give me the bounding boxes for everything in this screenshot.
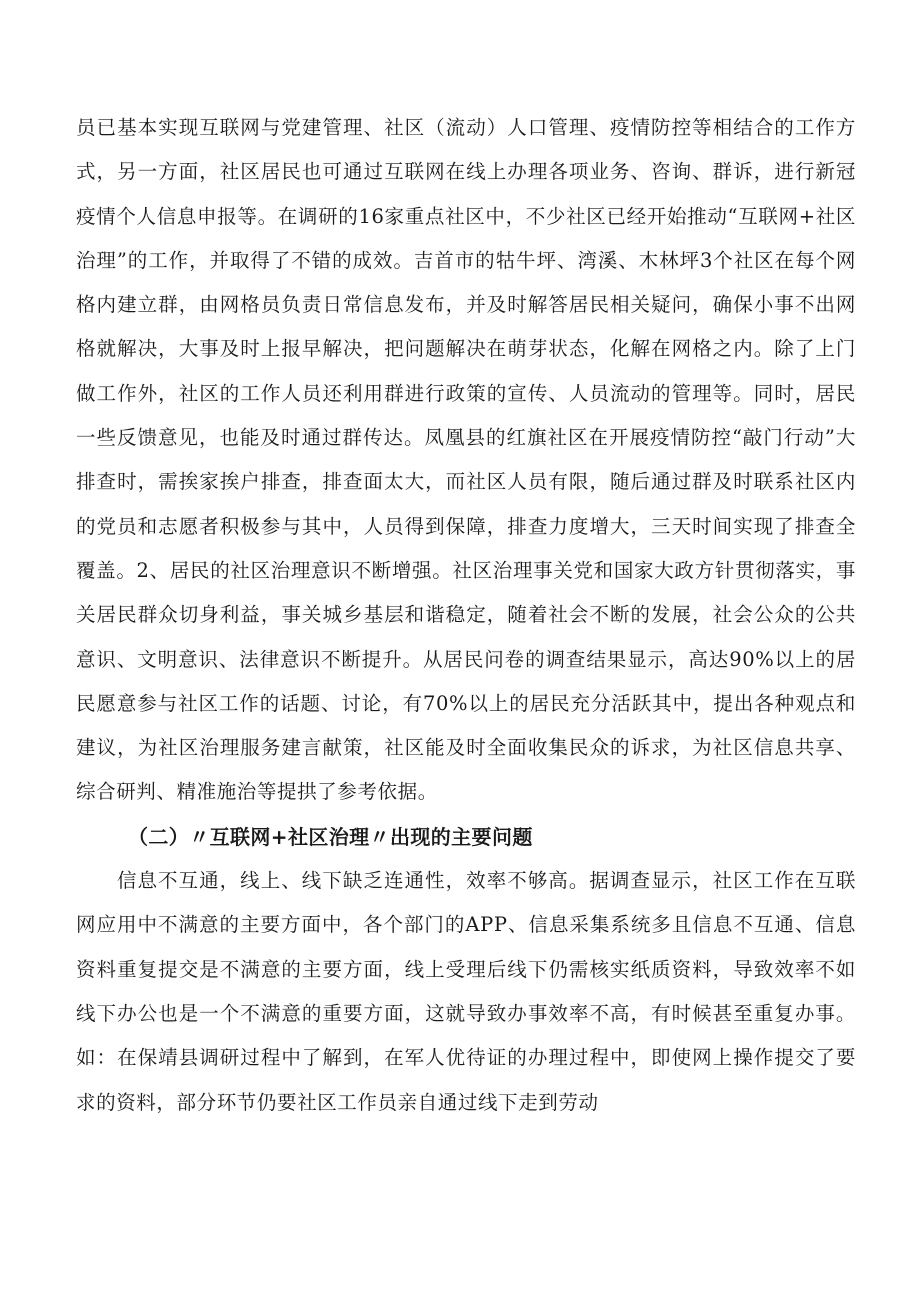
body-paragraph-continuation: 员已基本实现互联网与党建管理、社区（流动）人口管理、疫情防控等相结合的工作方式，另一方面，社区居民也可通过互联网在线上办理各项业务、咨询、群诉，进行新冠疫情个人信息申报等。在调研的16家重点社区中，不少社区已经开始推动“互联网+社区治理”的工作，并取得了不错的成效。吉首市的牯牛坪、湾溪、木林坪3个社区在每个网格内建立群，由网格员负责日常信息发布，并及时解答居民相关疑问，确保小事不出网格就解决，大事及时上报早解决，把问题解决在萌芽状态，化解在网格之内。除了上门做工作外，社区的工作人员还利用群进行政策的宣传、人员流动的管理等。同时，居民一些反馈意见，也能及时通过群传达。凤凰县的红旗社区在开展疫情防控“敲门行动”大排查时，需挨家挨户排查，排查面太大，而社区人员有限，随后通过群及时联系社区内的党员和志愿者积极参与其中，人员得到保障，排查力度增大，三天时间实现了排查全覆盖。2、居民的社区治理意识不断增强。社区治理事关党和国家大政方针贯彻落实，事关居民群众切身利益，事关城乡基层和谐稳定，随着社会不断的发展，社会公众的公共意识、文明意识、法律意识不断提升。从居民问卷的调查结果显示，高达90%以上的居民愿意参与社区工作的话题、讨论，有70%以上的居民充分活跃其中，提出各种观点和建议，为社区治理服务建言献策，社区能及时全面收集民众的诉求，为社区信息共享、综合研判、精准施治等提拱了参考依据。 [76, 116, 856, 804]
document-body [76, 106, 856, 1125]
body-paragraph-problems: 信息不互通，线上、线下缺乏连通性，效率不够高。据调查显示，社区工作在互联网应用中不满意的主要方面中，各个部门的APP、信息采集系统多且信息不互通、信息资料重复提交是不满意的主要方面，线上受理后线下仍需核实纸质资料，导致效率不如线下办公也是一个不满意的重要方面，这就导致办事效率不高，有时候甚至重复办事。如：在保靖县调研过程中了解到，在军人优待证的办理过程中，即使网上操作提交了要求的资料，部分环节仍要社区工作员亲自通过线下走到劳动 [76, 869, 856, 1114]
section-heading: （二）〃互联网+社区治理〃出现的主要问题 [128, 824, 533, 849]
